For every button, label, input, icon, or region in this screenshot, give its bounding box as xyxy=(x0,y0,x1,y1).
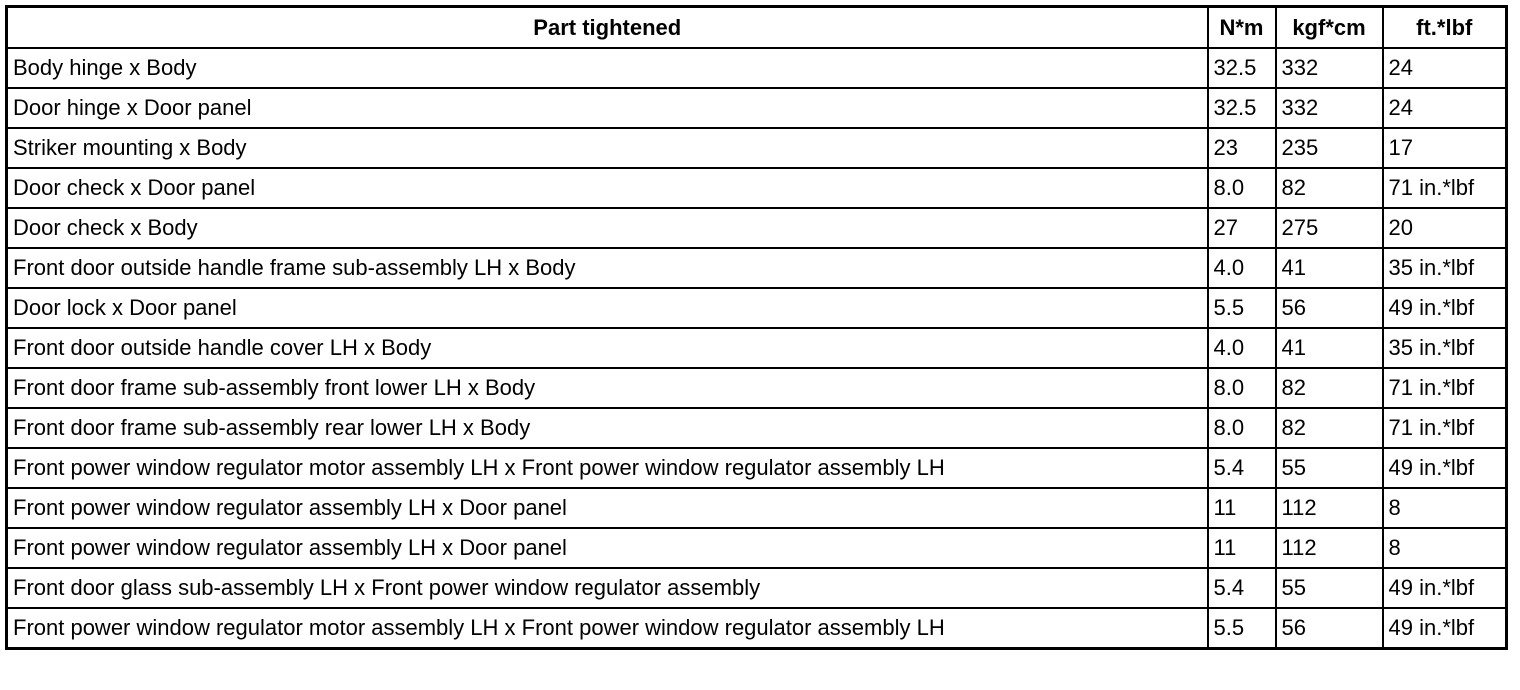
table-header-row xyxy=(7,7,1507,49)
cell-kgf-cm: 56 xyxy=(1276,608,1383,649)
table-row xyxy=(7,368,1507,408)
cell-nm: 5.4 xyxy=(1208,448,1276,488)
cell-nm: 8.0 xyxy=(1208,368,1276,408)
cell-nm: 4.0 xyxy=(1208,248,1276,288)
cell-part: Front door outside handle cover LH x Body xyxy=(7,328,1208,368)
cell-kgf-cm: 56 xyxy=(1276,288,1383,328)
cell-ft-lbf: 35 in.*lbf xyxy=(1383,248,1507,288)
header-ft-lbf: ft.*lbf xyxy=(1383,7,1507,49)
cell-part: Door hinge x Door panel xyxy=(7,88,1208,128)
table-row xyxy=(7,88,1507,128)
cell-kgf-cm: 82 xyxy=(1276,408,1383,448)
cell-part: Front door glass sub-assembly LH x Front power window regulator assembly xyxy=(7,568,1208,608)
cell-kgf-cm: 332 xyxy=(1276,88,1383,128)
cell-part: Front power window regulator motor assembly LH x Front power window regulator assembly LH xyxy=(7,448,1208,488)
table-row xyxy=(7,408,1507,448)
cell-ft-lbf: 17 xyxy=(1383,128,1507,168)
table-row xyxy=(7,288,1507,328)
cell-part: Door check x Body xyxy=(7,208,1208,248)
cell-nm: 8.0 xyxy=(1208,408,1276,448)
header-part-tightened: Part tightened xyxy=(7,7,1208,49)
table-row xyxy=(7,128,1507,168)
torque-spec-table-container xyxy=(5,5,1508,650)
cell-ft-lbf: 49 in.*lbf xyxy=(1383,288,1507,328)
table-row xyxy=(7,608,1507,649)
cell-ft-lbf: 49 in.*lbf xyxy=(1383,448,1507,488)
cell-kgf-cm: 235 xyxy=(1276,128,1383,168)
cell-part: Front door frame sub-assembly rear lower LH x Body xyxy=(7,408,1208,448)
cell-ft-lbf: 8 xyxy=(1383,488,1507,528)
cell-ft-lbf: 24 xyxy=(1383,48,1507,88)
cell-part: Door check x Door panel xyxy=(7,168,1208,208)
cell-ft-lbf: 49 in.*lbf xyxy=(1383,568,1507,608)
cell-part: Door lock x Door panel xyxy=(7,288,1208,328)
cell-ft-lbf: 71 in.*lbf xyxy=(1383,368,1507,408)
cell-ft-lbf: 71 in.*lbf xyxy=(1383,168,1507,208)
table-row xyxy=(7,168,1507,208)
cell-part: Body hinge x Body xyxy=(7,48,1208,88)
cell-kgf-cm: 112 xyxy=(1276,488,1383,528)
cell-ft-lbf: 8 xyxy=(1383,528,1507,568)
cell-part: Front door outside handle frame sub-assembly LH x Body xyxy=(7,248,1208,288)
cell-kgf-cm: 41 xyxy=(1276,248,1383,288)
cell-nm: 23 xyxy=(1208,128,1276,168)
table-row xyxy=(7,208,1507,248)
cell-part: Front power window regulator motor assembly LH x Front power window regulator assembly LH xyxy=(7,608,1208,649)
table-row xyxy=(7,488,1507,528)
torque-spec-table xyxy=(5,5,1508,650)
cell-kgf-cm: 332 xyxy=(1276,48,1383,88)
cell-nm: 8.0 xyxy=(1208,168,1276,208)
cell-ft-lbf: 71 in.*lbf xyxy=(1383,408,1507,448)
cell-nm: 27 xyxy=(1208,208,1276,248)
cell-kgf-cm: 55 xyxy=(1276,448,1383,488)
cell-nm: 5.4 xyxy=(1208,568,1276,608)
header-kgf-cm: kgf*cm xyxy=(1276,7,1383,49)
cell-kgf-cm: 112 xyxy=(1276,528,1383,568)
cell-kgf-cm: 82 xyxy=(1276,368,1383,408)
cell-part: Front power window regulator assembly LH x Door panel xyxy=(7,528,1208,568)
cell-ft-lbf: 20 xyxy=(1383,208,1507,248)
cell-part: Front power window regulator assembly LH x Door panel xyxy=(7,488,1208,528)
cell-part: Striker mounting x Body xyxy=(7,128,1208,168)
table-row xyxy=(7,328,1507,368)
cell-part: Front door frame sub-assembly front lower LH x Body xyxy=(7,368,1208,408)
table-row xyxy=(7,568,1507,608)
cell-nm: 11 xyxy=(1208,488,1276,528)
cell-kgf-cm: 55 xyxy=(1276,568,1383,608)
table-row xyxy=(7,528,1507,568)
header-nm: N*m xyxy=(1208,7,1276,49)
cell-nm: 5.5 xyxy=(1208,608,1276,649)
cell-ft-lbf: 35 in.*lbf xyxy=(1383,328,1507,368)
cell-kgf-cm: 41 xyxy=(1276,328,1383,368)
cell-nm: 5.5 xyxy=(1208,288,1276,328)
table-row xyxy=(7,448,1507,488)
table-row xyxy=(7,48,1507,88)
cell-nm: 11 xyxy=(1208,528,1276,568)
cell-ft-lbf: 49 in.*lbf xyxy=(1383,608,1507,649)
table-row xyxy=(7,248,1507,288)
cell-ft-lbf: 24 xyxy=(1383,88,1507,128)
cell-nm: 4.0 xyxy=(1208,328,1276,368)
cell-kgf-cm: 275 xyxy=(1276,208,1383,248)
cell-nm: 32.5 xyxy=(1208,48,1276,88)
cell-kgf-cm: 82 xyxy=(1276,168,1383,208)
cell-nm: 32.5 xyxy=(1208,88,1276,128)
